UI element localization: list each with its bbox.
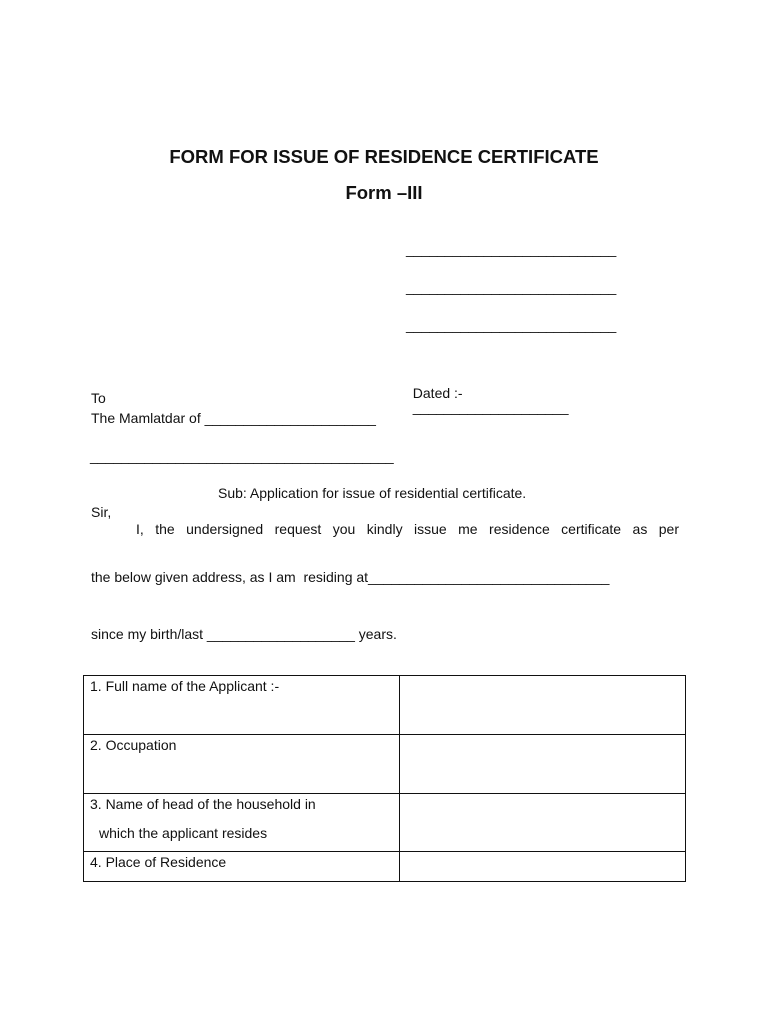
recipient-to: To <box>91 390 106 406</box>
date-field <box>405 372 569 414</box>
form-number: Form –III <box>345 182 423 203</box>
table-row <box>84 794 686 852</box>
row-label <box>84 794 400 852</box>
row-label <box>84 676 400 735</box>
address-line-1: ___________________________ <box>406 241 617 257</box>
body-line-2: the below given address, as I am residing at_______________________________ <box>91 569 610 585</box>
row-label-text: 2. Occupation <box>90 737 177 753</box>
row-label-text: 3. Name of head of the household in <box>90 796 316 812</box>
address-line-3: ___________________________ <box>406 317 617 333</box>
form-title: FORM FOR ISSUE OF RESIDENCE CERTIFICATE <box>169 146 599 167</box>
applicant-details-table <box>83 675 686 882</box>
subject-line: Sub: Application for issue of residential certificate. <box>218 485 527 501</box>
recipient-mamlatdar: The Mamlatdar of ______________________ <box>91 410 376 426</box>
address-line-2: ___________________________ <box>406 279 617 295</box>
date-label: Dated :- <box>412 385 463 401</box>
place-of-residence-cell[interactable] <box>400 852 686 882</box>
table-row <box>84 852 686 882</box>
full-name-cell[interactable] <box>400 676 686 735</box>
household-head-cell[interactable] <box>400 794 686 852</box>
salutation: Sir, <box>91 504 112 520</box>
body-line-3: since my birth/last ___________________ years. <box>91 626 397 642</box>
body-line-1: I, the undersigned request you kindly issue me residence certificate as per <box>136 521 679 537</box>
row-label <box>84 852 400 882</box>
table-row <box>84 735 686 794</box>
row-label-text: 4. Place of Residence <box>90 854 227 870</box>
table-row <box>84 676 686 735</box>
recipient-address-line: _______________________________________ <box>90 448 394 464</box>
date-blank: ____________________ <box>412 399 569 415</box>
row-label-text-line2: which the applicant resides <box>99 825 268 841</box>
row-label-text: 1. Full name of the Applicant :- <box>90 678 280 694</box>
occupation-cell[interactable] <box>400 735 686 794</box>
row-label <box>84 735 400 794</box>
